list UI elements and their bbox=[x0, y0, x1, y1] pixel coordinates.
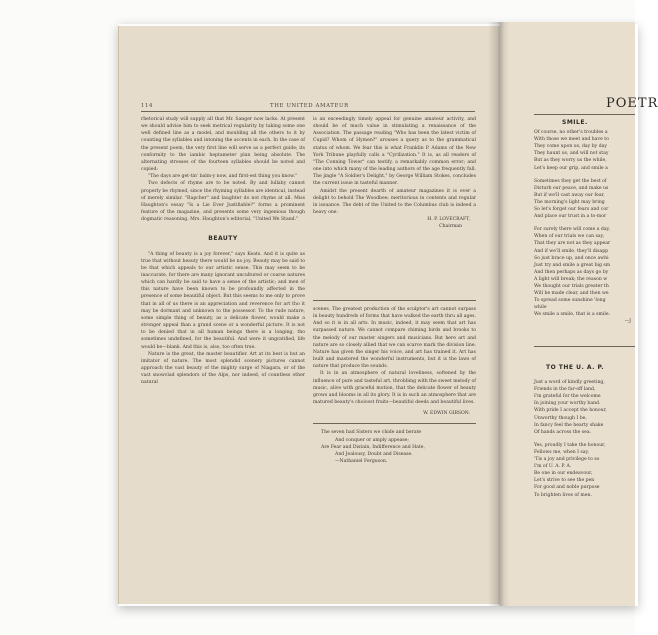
verse-line: They haunt us, and will not stay bbox=[534, 151, 609, 157]
verse-line: Of hands across the sea. bbox=[534, 429, 592, 435]
verse-line: When of our trials we can say, bbox=[534, 234, 605, 240]
verse-line: Sometimes they get the best of bbox=[534, 178, 607, 184]
smile-verse bbox=[534, 129, 639, 318]
verse-block bbox=[313, 429, 476, 465]
essay-paragraph: It is in an atmosphere of natural loveliness, softened by the influence of pure and tasteful art, throbbing with the sweet melody of music, alive with graceful motion, that the delicate flower of beauty grows and blooms in all its glory. It is in such an atmosphere that are matured beauty's choicest fruits—beautiful deeds and beautiful lives. bbox=[313, 371, 476, 406]
verse-line: We thought our trials greater th bbox=[534, 283, 609, 289]
verse-line: And if we'll smile, they'll disapp bbox=[534, 248, 609, 254]
verse-line: Are Fear and Distain, Indifference and Hate, bbox=[321, 444, 425, 450]
verse-line: Just a word of kindly greeting, bbox=[534, 380, 605, 386]
verse-line: while bbox=[534, 305, 547, 311]
running-head: THE UNITED AMATEUR bbox=[270, 103, 349, 109]
review-paragraph: Two defects of rhyme are to be noted. By and lullaby cannot properly be rhymed, since the rhyming syllables are identical, instead of merely similar. "Rapcher" and laughter do not rhyme at all. Miss Haughton's essay "Is a Lie Ever Justifiable?" forms a prominent feature of the magazine, and presents some very ingenious though dogmatic reasoning. Mrs. Haughton's editorial, "United We Stand." bbox=[141, 181, 305, 223]
verse-line: With pride I accept the honour, bbox=[534, 408, 607, 414]
critic-signature: H. P. LOVECRAFT, bbox=[427, 217, 470, 223]
verse-line: In joining your worthy band. bbox=[534, 401, 601, 407]
verse-line: And then perhaps as days go by bbox=[534, 269, 609, 275]
verse-line: For good and noble purpose bbox=[534, 485, 600, 491]
poem-rule bbox=[534, 346, 635, 347]
verse-line: And place our trust in a to-mor bbox=[534, 214, 607, 220]
verse-line: Will be made clear, and then we bbox=[534, 291, 609, 297]
page-gutter bbox=[488, 22, 510, 606]
verse-line: Fellows me, when I say, bbox=[534, 449, 589, 455]
verse-line: Be one in our endeavour, bbox=[534, 471, 593, 477]
verse-author: —Nathaniel Ferguson. bbox=[335, 458, 388, 464]
smile-signature: —J bbox=[624, 319, 631, 325]
verse-line: So just brace up, and once awhi bbox=[534, 255, 609, 261]
tuap-verse bbox=[534, 379, 639, 499]
essay-paragraph: "A thing of beauty is a joy forever," says Keats. And it is quite as true that without beauty there would be no joy. Beauty may be said to be that which appeals to our artistic sense. This may seem to be inaccurate, for there are many ignorant uncultured or coarse natures which can hardly be said to have a sense of the artistic; and men of this nature have been known to be profoundly affected in the presence of some beautiful object. But this seems to me only to prove that in all of us there is an appreciation and reverence for art tho it may be dormant and unknown to the possessor. To the rude nature, some simple thing of beauty, as a delicate flower, would make a stronger appeal than a grand scene or a wonderful picture. It is not to be denied that in all human beings there is a longing, tho sometimes undefined, for the beautiful. And were it ungratified, life would be—blank. And this is, also, too often true. bbox=[141, 251, 305, 350]
beauty-heading: BEAUTY bbox=[208, 235, 238, 243]
verse-line: To spread some sunshine 'long bbox=[534, 298, 606, 304]
verse-line: But as they worry us the while, bbox=[534, 158, 607, 164]
verse-line: Just try and smile a great big sm bbox=[534, 262, 611, 268]
tuap-heading: TO THE U. A. P. bbox=[546, 364, 605, 371]
verse-line: Let's keep our grip, and smile a bbox=[534, 165, 608, 171]
verse-line: So let's forget our fears and cor bbox=[534, 207, 609, 213]
section-rule bbox=[313, 300, 476, 301]
essay-paragraph: scenes. The greatest production of the sculptor's art cannot surpass in beauty hundreds of forms that have walked the earth thru all ages. And so it is in all arts. In music, indeed, it may seem that art has surpassed nature. We cannot compare chiming birds and brooks to the melody of our master singers and musicians. But here art and nature are so closely allied that we can scarce mark the division line. Nature has given the singer his voice, and art has trained it. Art has built and mastered the wonderful instruments, but it is the laws of nature that produce the sounds. bbox=[313, 307, 476, 370]
tuap-poem bbox=[534, 364, 639, 499]
smile-poem bbox=[534, 119, 639, 326]
essay-column-2 bbox=[313, 306, 476, 465]
verse-line: Disturb our peace, and make us bbox=[534, 185, 609, 191]
verse-line: And Jealousy, Doubt and Disease. bbox=[335, 451, 413, 457]
verse-line: But if we'll cast away our fear, bbox=[534, 192, 605, 198]
verse-line: For surely there will come a day, bbox=[534, 227, 611, 233]
verse-line: The seven had Sisters we chide and berate bbox=[321, 430, 422, 436]
verse-line: They come upon us, day by day bbox=[534, 144, 607, 150]
poetry-rule bbox=[534, 114, 635, 115]
verse-line: I'm of U. A. P. A. bbox=[534, 464, 572, 470]
quoted-line: "The days are get-tin' balm-y now, and first-est thing you know." bbox=[148, 174, 298, 180]
right-column bbox=[313, 116, 476, 231]
verse-line: In fancy feel the hearty shake bbox=[534, 422, 604, 428]
verse-line: That they are not as they appear bbox=[534, 241, 611, 247]
essay-paragraph: Nature is the great, the master beautifier. Art at its best is but an imitator of nature. The most splendid scenery pictures cannot approach the vast beauty of the mighty surge of Niagara, or of the vast snowclad splendors of the Alps, nor indeed, of countless other natural bbox=[141, 351, 305, 386]
smile-heading: SMILE. bbox=[562, 119, 588, 126]
critic-title: Chairman bbox=[439, 224, 462, 230]
review-paragraph: rhetorical study will supply all that Mr. Sanger now lacks. At present we should advise him to seek metrical regularity by taking some one well defined line as a model, and moulding all the others to it by counting the syllables and intoning the accents in each. In the case of the present poem, the very first line will serve as a perfect guide; its conformity to the iambic heptameter plan being absolute. The alternating stresses of the fourteen syllables should be noted and copied: bbox=[141, 117, 305, 173]
verse-line: And conquer or amply appease; bbox=[335, 437, 409, 443]
verse-line: The morning's light may bring bbox=[534, 199, 605, 205]
poetry-heading: POETR bbox=[606, 96, 658, 111]
review-paragraph: is an exceedingly timely appeal for genuine amateur activity, and should be of much value in stimulating a renaissance of the Association. The passage reading "Who has been the latest victim of Cupid? Whom of Hymen?" arouses a query as to the grammatical status of whom. We fear this is what Franklin P. Adams of the New York Tribune playfully calls a "Cyrilization." It is, as all readers of "The Conning Tower" can testify, a remarkably common error; and one into which many of the leading authors of the age frequently fall. The jingle "A Soldier's Delight," by George William Stokes, concludes the current issue in tasteful manner. bbox=[313, 117, 476, 187]
verse-line: Unworthy though I be, bbox=[534, 415, 587, 421]
left-column bbox=[141, 116, 305, 386]
verse-line: With those we meet and have to bbox=[534, 137, 609, 143]
verse-line: To brighten lives of men. bbox=[534, 492, 592, 498]
essay-author: W. EDWIN GIBSON. bbox=[423, 411, 470, 417]
page-number: 114 bbox=[141, 103, 154, 109]
review-paragraph: Amidst the present dearth of amateur magazines it is ever a delight to behold The Woodbee; meritorious in contents and regular in issuance. The debt of the United to the Columbus club is indeed a heavy one. bbox=[313, 188, 476, 216]
verse-rule bbox=[313, 423, 476, 424]
verse-line: Let's strive to see the pen bbox=[534, 478, 595, 484]
verse-line: Friends in the far-off land, bbox=[534, 387, 596, 393]
verse-line: We smile a smile, that is a smile. bbox=[534, 312, 611, 318]
verse-line: A light will break; the reason w bbox=[534, 276, 608, 282]
verse-line: I'm grateful for the welcome bbox=[534, 394, 601, 400]
verse-line: Of course, no other's troubles a bbox=[534, 130, 608, 136]
verse-line: Yes, proudly I take the honour, bbox=[534, 442, 606, 448]
header-rule bbox=[141, 111, 475, 112]
verse-line: 'Tis a joy and privilege to so bbox=[534, 457, 600, 463]
